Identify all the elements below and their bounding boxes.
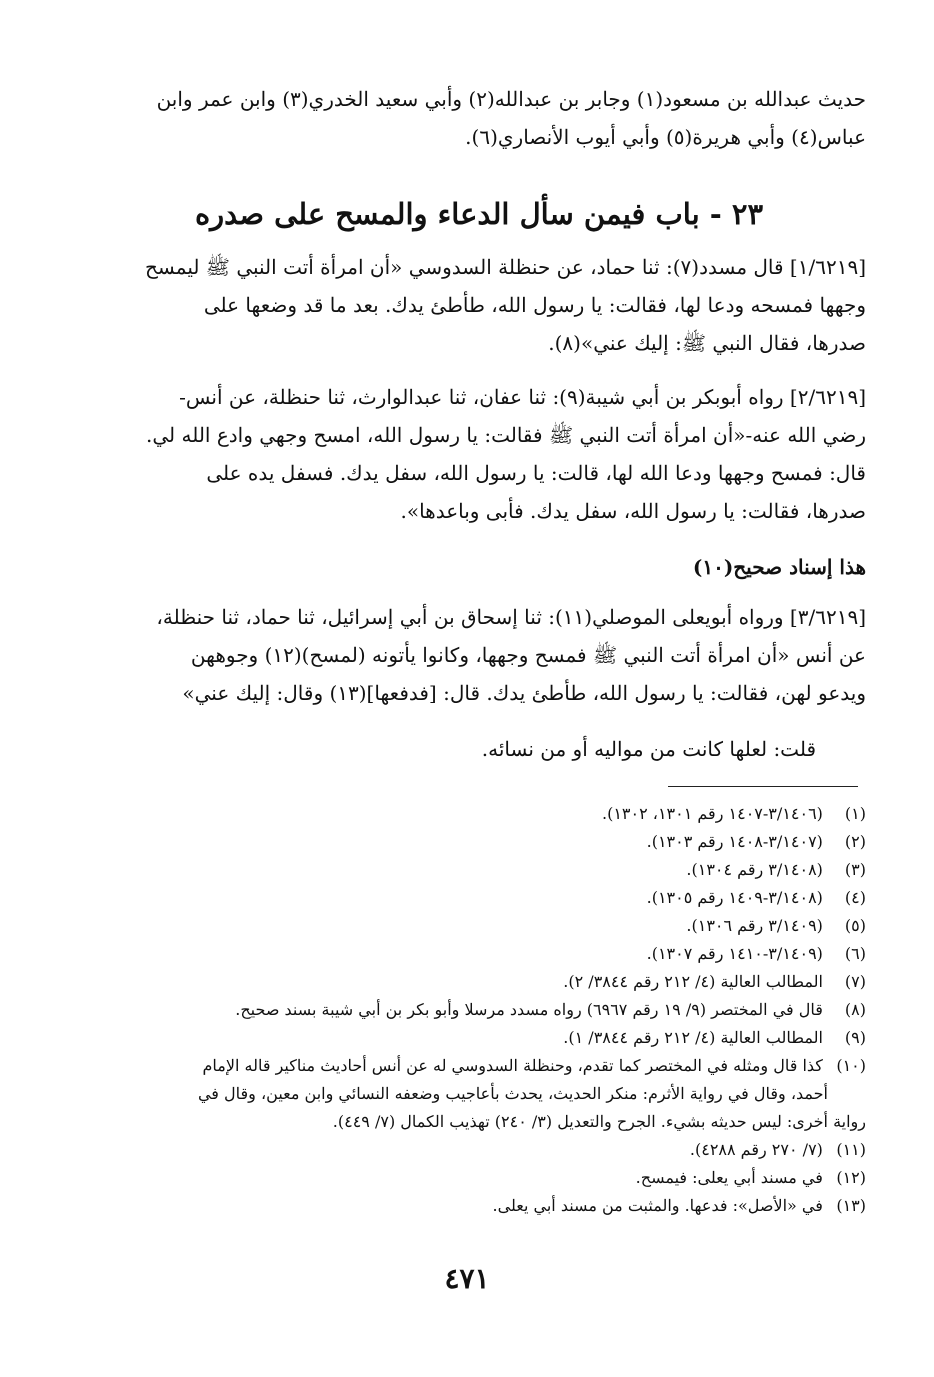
footnote-text: (٣/١٤٠٨-١٤٠٩ رقم ١٣٠٥). xyxy=(646,888,823,907)
footnote-text: المطالب العالية (٤/ ٢١٢ رقم ٣٨٤٤/ ٢). xyxy=(563,972,823,991)
text-line: حديث عبدالله بن مسعود(١) وجابر بن عبدالله(٢) وأبي سعيد الخدري(٣) وابن عمر وابن xyxy=(156,87,866,111)
text-line: عن أنس «أن امرأة أتت النبي ﷺ فمسح وجهها، وكانوا يأتونه (لمسح)(١٢) وجوههن xyxy=(190,643,866,667)
footnote-number: (٦) xyxy=(844,944,866,963)
footnote-text: (٣/١٤٠٦-١٤٠٧ رقم ١٣٠١، ١٣٠٢). xyxy=(601,804,823,823)
hadith-paragraph-2 xyxy=(92,378,866,530)
footnote-continuation xyxy=(92,1108,866,1136)
text-line: قال: فمسح وجهها ودعا الله لها، قالت: يا رسول الله، سفل يدك. فسفل يده على xyxy=(206,461,866,485)
text-line: [٣/٦٢١٩] ورواه أبويعلى الموصلي(١١): ثنا إسحاق بن أبي إسرائيل، ثنا حماد، ثنا حنظلة، xyxy=(156,605,866,629)
footnote-text: (٧/ ٢٧٠ رقم ٤٢٨٨). xyxy=(689,1140,823,1159)
footnote xyxy=(92,968,866,996)
footnote-text: (٣/١٤٠٨ رقم ١٣٠٤). xyxy=(686,860,823,879)
footnote-number: (١١) xyxy=(836,1140,866,1159)
text-line: قلت: لعلها كانت من مواليه أو من نسائه. xyxy=(481,737,816,761)
footnote-text: (٣/١٤٠٩-١٤١٠ رقم ١٣٠٧). xyxy=(646,944,823,963)
hadith-paragraph-1 xyxy=(92,248,866,362)
footnote xyxy=(92,856,866,884)
footnote-number: (٢) xyxy=(844,832,866,851)
footnote-text: كذا قال ومثله في المختصر كما تقدم، وحنظلة السدوسي له عن أنس أحاديث مناكير قاله الإمام xyxy=(202,1056,823,1075)
footnote-number: (٨) xyxy=(844,1000,866,1019)
text-line: ويدعو لهن، فقالت: يا رسول الله، طأطئ يدك. قال: [فدفعها](١٣) وقال: إليك عني» xyxy=(182,681,866,705)
footnote-number: (٣) xyxy=(844,860,866,879)
footnote xyxy=(92,828,866,856)
footnote-number: (٥) xyxy=(844,916,866,935)
footnote-number: (٧) xyxy=(844,972,866,991)
isnad-note xyxy=(92,548,866,586)
footnote-number: (٩) xyxy=(844,1028,866,1047)
text-line: صدرها، فقالت: يا رسول الله، سفل يدك. فأبى وباعدها». xyxy=(400,499,866,523)
footnote-number: (١٣) xyxy=(836,1196,866,1215)
footnote xyxy=(92,940,866,968)
footnote-text: رواية أخرى: ليس حديثه بشيء. الجرح والتعديل (٣/ ٢٤٠) تهذيب الكمال (٧/ ٤٤٩). xyxy=(332,1112,866,1131)
footnote-text: المطالب العالية (٤/ ٢١٢ رقم ٣٨٤٤/ ١). xyxy=(563,1028,823,1047)
text-line: صدرها، فقال النبي ﷺ: إليك عني»(٨). xyxy=(548,331,866,355)
page-number: ٤٧١ xyxy=(444,1262,490,1295)
text-line: هذا إسناد صحيح(١٠) xyxy=(692,555,866,579)
text-line: وجهها فمسحه ودعا لها، فقالت: يا رسول الله، طأطئ يدك. بعد ما قد وضعها على xyxy=(203,293,866,317)
author-comment xyxy=(92,730,866,768)
footnote xyxy=(92,1164,866,1192)
text-line: [١/٦٢١٩] قال مسدد(٧): ثنا حماد، عن حنظلة السدوسي «أن امرأة أتت النبي ﷺ ليمسح xyxy=(145,255,866,279)
text-line: رضي الله عنه-«أن امرأة أتت النبي ﷺ فقالت: يا رسول الله، امسح وجهي وادع الله لي. xyxy=(146,423,866,447)
footnote xyxy=(92,1024,866,1052)
footnote xyxy=(92,1052,866,1080)
chapter-heading: ٢٣ - باب فيمن سأل الدعاء والمسح على صدره xyxy=(194,197,764,231)
footnote-number: (١) xyxy=(844,804,866,823)
footnote-text: في «الأصل»: فدعها. والمثبت من مسند أبي يعلى. xyxy=(492,1196,823,1215)
hadith-paragraph-3 xyxy=(92,598,866,712)
footnote xyxy=(92,800,866,828)
footnote xyxy=(92,1192,866,1220)
footnote-text: قال في المختصر (٩/ ١٩ رقم ٦٩٦٧) رواه مسدد مرسلا وأبو بكر بن أبي شيبة بسند صحيح. xyxy=(235,1000,823,1019)
intro-paragraph xyxy=(92,80,866,156)
text-line: عباس(٤) وأبي هريرة(٥) وأبي أيوب الأنصاري(٦). xyxy=(465,125,866,149)
footnote xyxy=(92,912,866,940)
text-line: [٢/٦٢١٩] رواه أبوبكر بن أبي شيبة(٩): ثنا عفان، ثنا عبدالوارث، ثنا حنظلة، عن أنس- xyxy=(179,385,866,409)
footnotes xyxy=(92,800,866,1220)
footnote-number: (٤) xyxy=(844,888,866,907)
footnote-separator xyxy=(668,786,858,787)
footnote-number: (١٢) xyxy=(836,1168,866,1187)
footnote-number: (١٠) xyxy=(836,1056,866,1075)
footnote-text: (٣/١٤٠٧-١٤٠٨ رقم ١٣٠٣). xyxy=(646,832,823,851)
footnote-text: في مسند أبي يعلى: فيمسح. xyxy=(635,1168,823,1187)
footnote xyxy=(92,1136,866,1164)
footnote-text: أحمد، وقال في رواية الأثرم: منكر الحديث، يحدث بأعاجيب وضعفه النسائي وابن معين، وقال في xyxy=(197,1084,828,1103)
footnote xyxy=(92,996,866,1024)
footnote-text: (٣/١٤٠٩ رقم ١٣٠٦). xyxy=(686,916,823,935)
footnote xyxy=(92,884,866,912)
footnote-continuation xyxy=(92,1080,866,1108)
